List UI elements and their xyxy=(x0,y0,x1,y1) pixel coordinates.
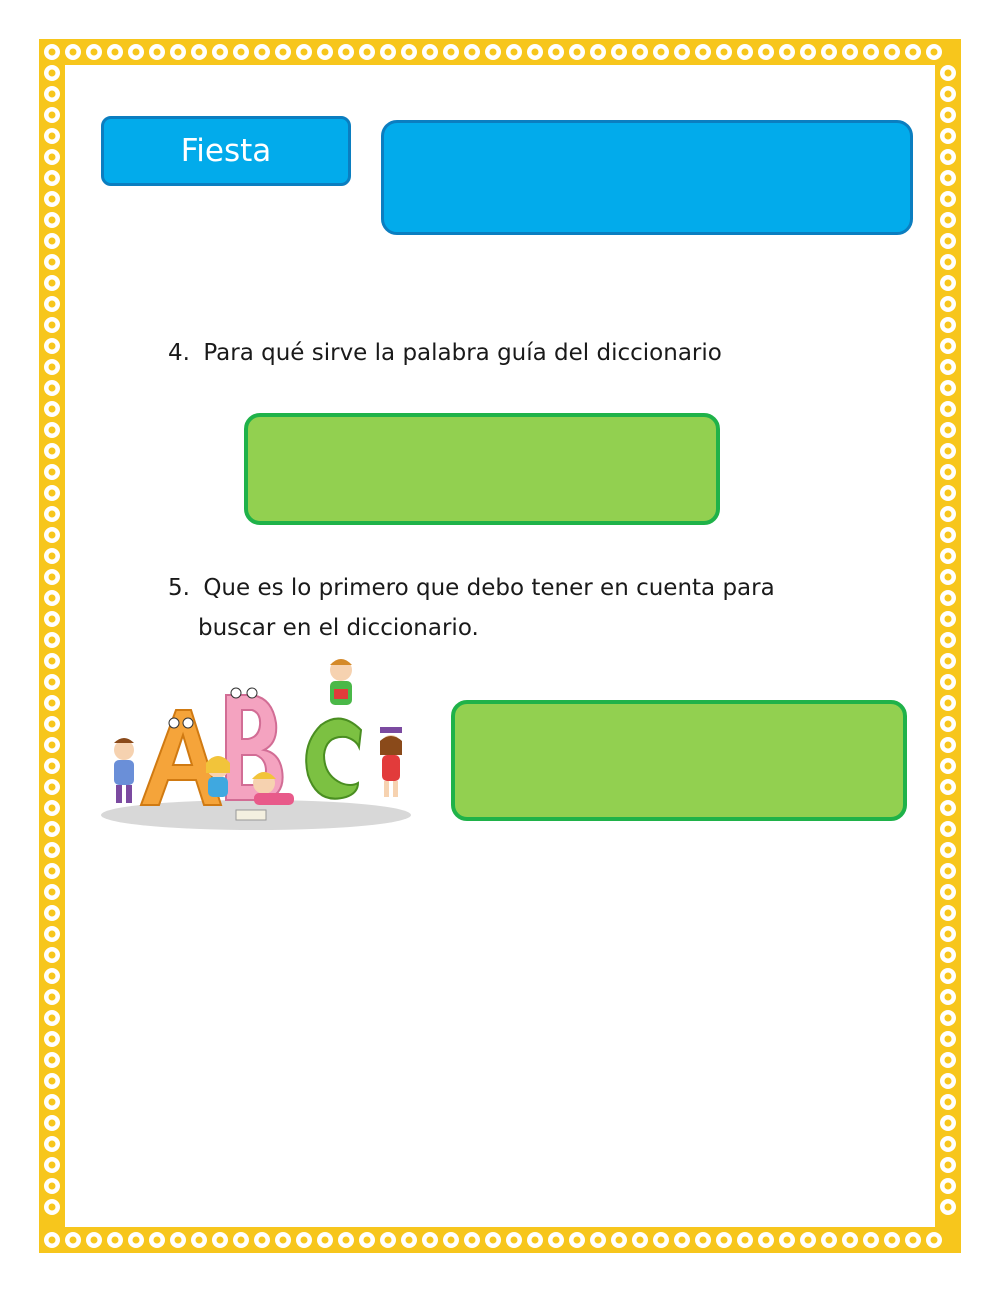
border-flower-icon xyxy=(44,170,60,186)
border-flower-icon xyxy=(443,1232,459,1248)
border-flower-icon xyxy=(44,1115,60,1131)
border-flower-icon xyxy=(128,1232,144,1248)
border-flower-icon xyxy=(940,233,956,249)
border-flower-icon xyxy=(695,1232,711,1248)
border-flower-icon xyxy=(149,1232,165,1248)
question-5-text-line2: buscar en el diccionario. xyxy=(198,615,479,641)
border-flower-icon xyxy=(842,44,858,60)
border-flower-icon xyxy=(233,1232,249,1248)
border-flower-icon xyxy=(275,1232,291,1248)
border-flower-icon xyxy=(212,1232,228,1248)
border-flower-icon xyxy=(940,716,956,732)
border-flower-icon xyxy=(485,1232,501,1248)
border-flower-icon xyxy=(44,233,60,249)
border-flower-icon xyxy=(44,569,60,585)
border-flower-icon xyxy=(940,758,956,774)
border-flower-icon xyxy=(779,44,795,60)
border-flower-icon xyxy=(44,716,60,732)
border-flower-icon xyxy=(44,212,60,228)
border-flower-icon xyxy=(44,443,60,459)
border-flower-icon xyxy=(44,275,60,291)
border-flower-icon xyxy=(527,1232,543,1248)
border-flower-icon xyxy=(800,1232,816,1248)
border-flower-icon xyxy=(940,380,956,396)
border-flower-icon xyxy=(44,1157,60,1173)
border-flower-icon xyxy=(44,653,60,669)
border-flower-icon xyxy=(485,44,501,60)
border-flower-icon xyxy=(940,989,956,1005)
border-flower-icon xyxy=(44,359,60,375)
border-flower-icon xyxy=(44,1010,60,1026)
border-flower-icon xyxy=(464,44,480,60)
border-flower-icon xyxy=(940,485,956,501)
border-flower-icon xyxy=(779,1232,795,1248)
border-flower-icon xyxy=(940,1199,956,1215)
border-flower-icon xyxy=(44,674,60,690)
border-flower-icon xyxy=(44,296,60,312)
border-flower-icon xyxy=(191,1232,207,1248)
border-flower-icon xyxy=(940,569,956,585)
border-flower-icon xyxy=(44,611,60,627)
border-flower-icon xyxy=(443,44,459,60)
question-5-number: 5. xyxy=(168,575,190,601)
border-flower-icon xyxy=(940,632,956,648)
border-flower-icon xyxy=(359,44,375,60)
border-flower-icon xyxy=(44,1232,60,1248)
border-flower-icon xyxy=(821,1232,837,1248)
border-flower-icon xyxy=(548,44,564,60)
border-flower-icon xyxy=(940,800,956,816)
border-flower-icon xyxy=(380,1232,396,1248)
border-flower-icon xyxy=(653,1232,669,1248)
border-flower-icon xyxy=(800,44,816,60)
border-flower-icon xyxy=(338,44,354,60)
border-flower-icon xyxy=(86,1232,102,1248)
border-flower-icon xyxy=(905,44,921,60)
border-flower-icon xyxy=(44,1031,60,1047)
border-flower-icon xyxy=(940,149,956,165)
border-flower-icon xyxy=(737,1232,753,1248)
border-flower-icon xyxy=(821,44,837,60)
word-card-label: Fiesta xyxy=(180,133,272,169)
border-flower-icon xyxy=(506,44,522,60)
border-flower-icon xyxy=(44,548,60,564)
border-flower-icon xyxy=(464,1232,480,1248)
border-flower-icon xyxy=(940,737,956,753)
border-flower-icon xyxy=(940,107,956,123)
border-flower-icon xyxy=(296,44,312,60)
border-flower-icon xyxy=(527,44,543,60)
border-flower-icon xyxy=(44,317,60,333)
border-flower-icon xyxy=(380,44,396,60)
border-flower-icon xyxy=(44,800,60,816)
border-flower-icon xyxy=(940,170,956,186)
border-flower-icon xyxy=(940,275,956,291)
border-flower-icon xyxy=(401,44,417,60)
border-flower-icon xyxy=(737,44,753,60)
border-flower-icon xyxy=(44,485,60,501)
border-flower-icon xyxy=(107,1232,123,1248)
border-flower-icon xyxy=(940,191,956,207)
border-flower-icon xyxy=(940,464,956,480)
letter-c xyxy=(306,719,361,799)
border-flower-icon xyxy=(940,1178,956,1194)
answer-box-question-4[interactable] xyxy=(244,413,720,525)
border-flower-icon xyxy=(44,338,60,354)
border-flower-icon xyxy=(44,905,60,921)
border-flower-icon xyxy=(212,44,228,60)
border-flower-icon xyxy=(632,44,648,60)
border-flower-icon xyxy=(940,821,956,837)
border-flower-icon xyxy=(940,1052,956,1068)
border-flower-icon xyxy=(940,65,956,81)
border-flower-icon xyxy=(940,401,956,417)
border-flower-icon xyxy=(940,1073,956,1089)
border-flower-icon xyxy=(44,86,60,102)
border-flower-icon xyxy=(590,44,606,60)
border-flower-icon xyxy=(653,44,669,60)
question-5-text-line1: Que es lo primero que debo tener en cuenta para xyxy=(203,575,775,601)
border-flower-icon xyxy=(611,44,627,60)
drop-zone-definition[interactable] xyxy=(381,120,913,235)
border-flower-icon xyxy=(506,1232,522,1248)
border-flower-icon xyxy=(44,737,60,753)
border-flower-icon xyxy=(716,44,732,60)
border-flower-icon xyxy=(44,128,60,144)
border-flower-icon xyxy=(44,44,60,60)
border-flower-icon xyxy=(170,1232,186,1248)
border-flower-icon xyxy=(674,1232,690,1248)
border-flower-icon xyxy=(338,1232,354,1248)
border-flower-icon xyxy=(940,254,956,270)
border-flower-icon xyxy=(44,779,60,795)
border-flower-icon xyxy=(632,1232,648,1248)
border-flower-icon xyxy=(758,44,774,60)
border-flower-icon xyxy=(940,317,956,333)
border-flower-icon xyxy=(884,44,900,60)
border-flower-icon xyxy=(940,884,956,900)
border-flower-icon xyxy=(44,821,60,837)
border-flower-icon xyxy=(44,884,60,900)
border-flower-icon xyxy=(940,359,956,375)
border-flower-icon xyxy=(716,1232,732,1248)
border-flower-icon xyxy=(44,191,60,207)
border-flower-icon xyxy=(401,1232,417,1248)
abc-children-illustration xyxy=(96,655,421,835)
border-flower-icon xyxy=(128,44,144,60)
border-flower-icon xyxy=(254,44,270,60)
border-flower-icon xyxy=(44,506,60,522)
border-flower-icon xyxy=(107,44,123,60)
border-flower-icon xyxy=(44,632,60,648)
border-flower-icon xyxy=(884,1232,900,1248)
border-flower-icon xyxy=(940,1010,956,1026)
border-flower-icon xyxy=(191,44,207,60)
border-flower-icon xyxy=(44,107,60,123)
border-flower-icon xyxy=(940,86,956,102)
border-flower-icon xyxy=(940,128,956,144)
question-4-text: Para qué sirve la palabra guía del diccionario xyxy=(203,340,722,366)
border-flower-icon xyxy=(44,926,60,942)
border-flower-icon xyxy=(590,1232,606,1248)
border-flower-icon xyxy=(44,527,60,543)
border-flower-icon xyxy=(940,338,956,354)
border-flower-icon xyxy=(940,1115,956,1131)
border-flower-icon xyxy=(44,65,60,81)
border-flower-icon xyxy=(940,1031,956,1047)
border-flower-icon xyxy=(296,1232,312,1248)
border-flower-icon xyxy=(940,1094,956,1110)
border-flower-icon xyxy=(674,44,690,60)
border-flower-icon xyxy=(275,44,291,60)
border-flower-icon xyxy=(940,905,956,921)
border-flower-icon xyxy=(940,443,956,459)
border-flower-icon xyxy=(940,212,956,228)
border-flower-icon xyxy=(422,1232,438,1248)
border-flower-icon xyxy=(44,842,60,858)
border-flower-icon xyxy=(926,1232,942,1248)
border-flower-icon xyxy=(359,1232,375,1248)
border-flower-icon xyxy=(44,1073,60,1089)
answer-box-question-5[interactable] xyxy=(451,700,907,821)
border-flower-icon xyxy=(44,149,60,165)
border-flower-icon xyxy=(44,863,60,879)
border-flower-icon xyxy=(254,1232,270,1248)
draggable-word-card[interactable] xyxy=(101,116,351,186)
border-flower-icon xyxy=(44,758,60,774)
border-flower-icon xyxy=(86,44,102,60)
border-flower-icon xyxy=(758,1232,774,1248)
border-flower-icon xyxy=(44,1199,60,1215)
border-flower-icon xyxy=(422,44,438,60)
border-flower-icon xyxy=(926,44,942,60)
question-4 xyxy=(168,333,888,373)
border-flower-icon xyxy=(940,968,956,984)
border-flower-icon xyxy=(940,422,956,438)
border-flower-icon xyxy=(44,254,60,270)
border-flower-icon xyxy=(569,44,585,60)
border-flower-icon xyxy=(940,1157,956,1173)
border-flower-icon xyxy=(65,44,81,60)
border-flower-icon xyxy=(695,44,711,60)
border-flower-icon xyxy=(863,1232,879,1248)
border-flower-icon xyxy=(611,1232,627,1248)
border-flower-icon xyxy=(44,989,60,1005)
border-flower-icon xyxy=(44,1136,60,1152)
border-flower-icon xyxy=(940,695,956,711)
border-flower-icon xyxy=(940,296,956,312)
border-flower-icon xyxy=(863,44,879,60)
border-flower-icon xyxy=(940,842,956,858)
question-4-number: 4. xyxy=(168,340,190,366)
border-flower-icon xyxy=(569,1232,585,1248)
border-flower-icon xyxy=(940,590,956,606)
border-flower-icon xyxy=(317,44,333,60)
child-top xyxy=(330,659,352,705)
border-flower-icon xyxy=(940,653,956,669)
border-flower-icon xyxy=(233,44,249,60)
border-flower-icon xyxy=(940,926,956,942)
question-5 xyxy=(168,568,888,648)
border-flower-icon xyxy=(317,1232,333,1248)
border-flower-icon xyxy=(842,1232,858,1248)
border-flower-icon xyxy=(170,44,186,60)
border-flower-icon xyxy=(940,863,956,879)
border-flower-icon xyxy=(940,506,956,522)
border-flower-icon xyxy=(940,527,956,543)
border-flower-icon xyxy=(44,464,60,480)
border-flower-icon xyxy=(940,947,956,963)
border-flower-icon xyxy=(44,422,60,438)
border-flower-icon xyxy=(44,590,60,606)
border-flower-icon xyxy=(44,1094,60,1110)
border-flower-icon xyxy=(44,968,60,984)
border-flower-icon xyxy=(940,1136,956,1152)
border-flower-icon xyxy=(940,548,956,564)
border-flower-icon xyxy=(548,1232,564,1248)
border-flower-icon xyxy=(44,947,60,963)
border-flower-icon xyxy=(44,695,60,711)
child-right xyxy=(380,727,402,797)
border-flower-icon xyxy=(65,1232,81,1248)
border-flower-icon xyxy=(44,380,60,396)
border-flower-icon xyxy=(44,1052,60,1068)
border-flower-icon xyxy=(940,674,956,690)
border-flower-icon xyxy=(44,1178,60,1194)
border-flower-icon xyxy=(905,1232,921,1248)
border-flower-icon xyxy=(940,611,956,627)
border-flower-icon xyxy=(940,779,956,795)
border-flower-icon xyxy=(149,44,165,60)
child-left xyxy=(114,738,134,803)
border-flower-icon xyxy=(44,401,60,417)
